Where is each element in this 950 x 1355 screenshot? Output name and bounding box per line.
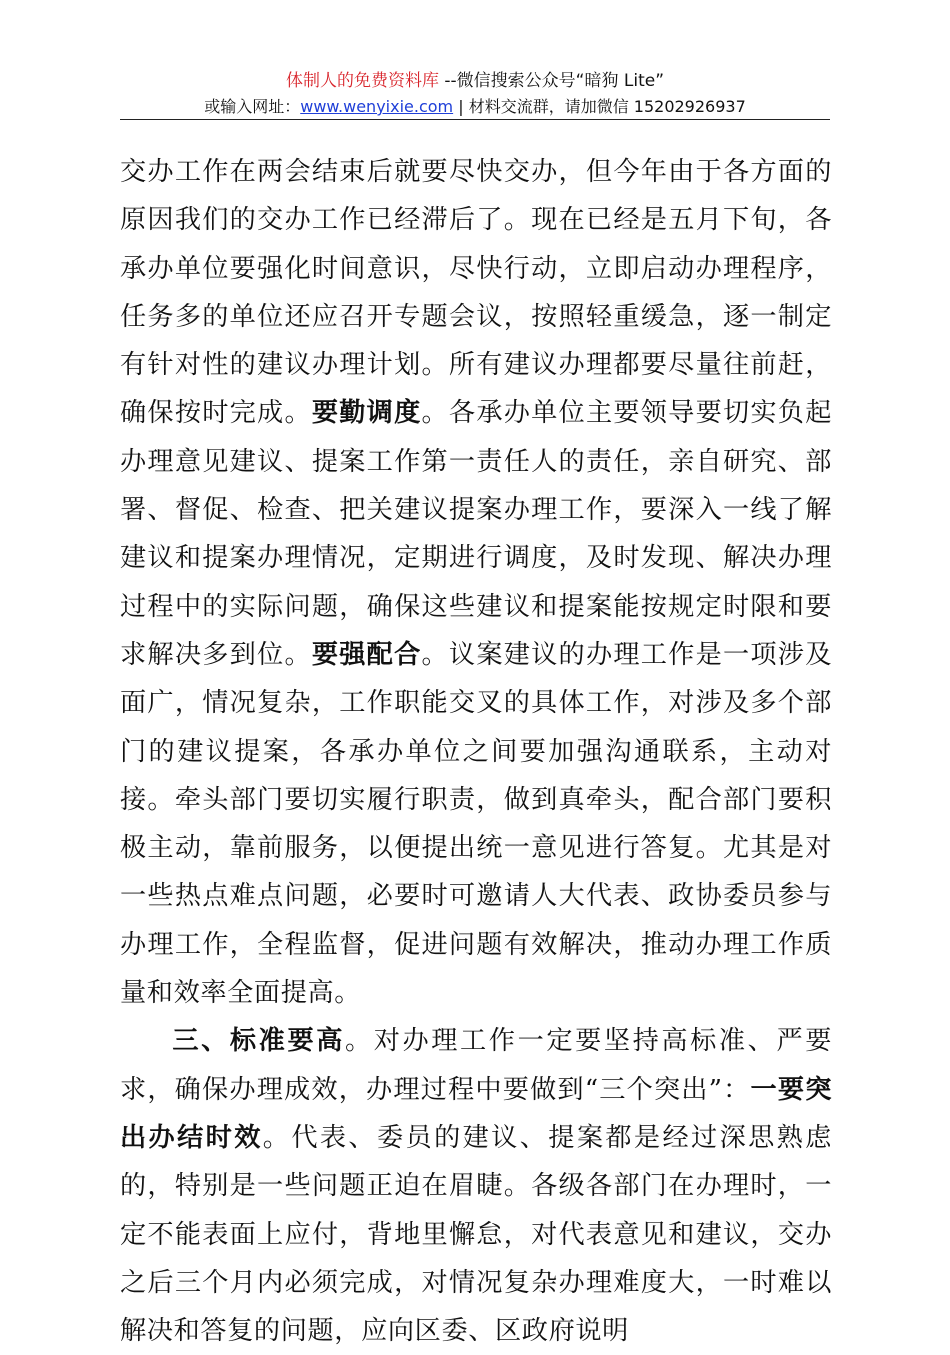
p2-text-a: 。对办理工作一定要坚持高标准、严要求，确保办理成效，办理过程中要做到“三个突出”： (120, 1026, 832, 1105)
brand-title: 体制人的免费资料库 (285, 71, 439, 91)
page-header (120, 68, 830, 120)
url-prefix: 或输入网址： (204, 97, 301, 116)
header-separator: -- (438, 71, 457, 91)
p1-text-a: 交办工作在两会结束后就要尽快交办，但今年由于各方面的原因我们的交办工作已经滞后了。现在已经是五月下旬，各承办单位要强化时间意识，尽快行动，立即启动办理程序，任务多的单位还应召开专题会议，按照轻重缓急，逐一制定有针对性的建议办理计划。所有建议办理都要尽量往前赶，确保按时完成。 (120, 157, 832, 429)
header-rule (120, 119, 830, 120)
p1-bold-peihe: 要强配合 (311, 638, 422, 670)
p1-bold-diaodu: 要勤调度 (311, 397, 422, 429)
website-link[interactable]: www.wenyixie.com (300, 97, 454, 116)
section-heading-3: 三、标准要高 (172, 1025, 345, 1057)
header-line-1 (120, 68, 830, 94)
p1-text-d: 。议案建议的办理工作是一项涉及面广，情况复杂，工作职能交叉的具体工作，对涉及多个部门的建议提案，各承办单位之间要加强沟通联系，主动对接。牵头部门要切实履行职责，做到真牵头，配合部门要积极主动，靠前服务，以便提出统一意见进行答复。尤其是对一些热点难点问题，必要时可邀请人大代表、政协委员参与办理工作，全程监督，促进问题有效解决，推动办理工作质量和效率全面提高。 (120, 639, 832, 1009)
wechat-label: 微信搜索公众号“暗狗 Lite” (456, 71, 665, 91)
p1-text-c: 。各承办单位主要领导要切实负起办理意见建议、提案工作第一责任人的责任，亲自研究、部署、督促、检查、把关建议提案办理工作，要深入一线了解建议和提案办理情况，定期进行调度，及时发现、解决办理过程中的实际问题，确保这些建议和提案能按规定时限和要求解决多到位。 (120, 398, 832, 670)
paragraph-2 (120, 1017, 832, 1355)
paragraph-1 (120, 148, 832, 1017)
contact-text: 材料交流群，请加微信 15202926937 (468, 97, 746, 116)
header-divider: | (453, 97, 469, 116)
p2-bold-shixiao: 一要突出办结时效 (120, 1073, 832, 1153)
header-line-2 (120, 94, 830, 120)
document-body (120, 148, 832, 1355)
p2-text-c: 。代表、委员的建议、提案都是经过深思熟虑的，特别是一些问题正迫在眉睫。各级各部门在办理时，一定不能表面上应付，背地里懈怠，对代表意见和建议，交办之后三个月内必须完成，对情况复杂办理难度大，一时难以解决和答复的问题，应向区委、区政府说明 (120, 1122, 833, 1347)
